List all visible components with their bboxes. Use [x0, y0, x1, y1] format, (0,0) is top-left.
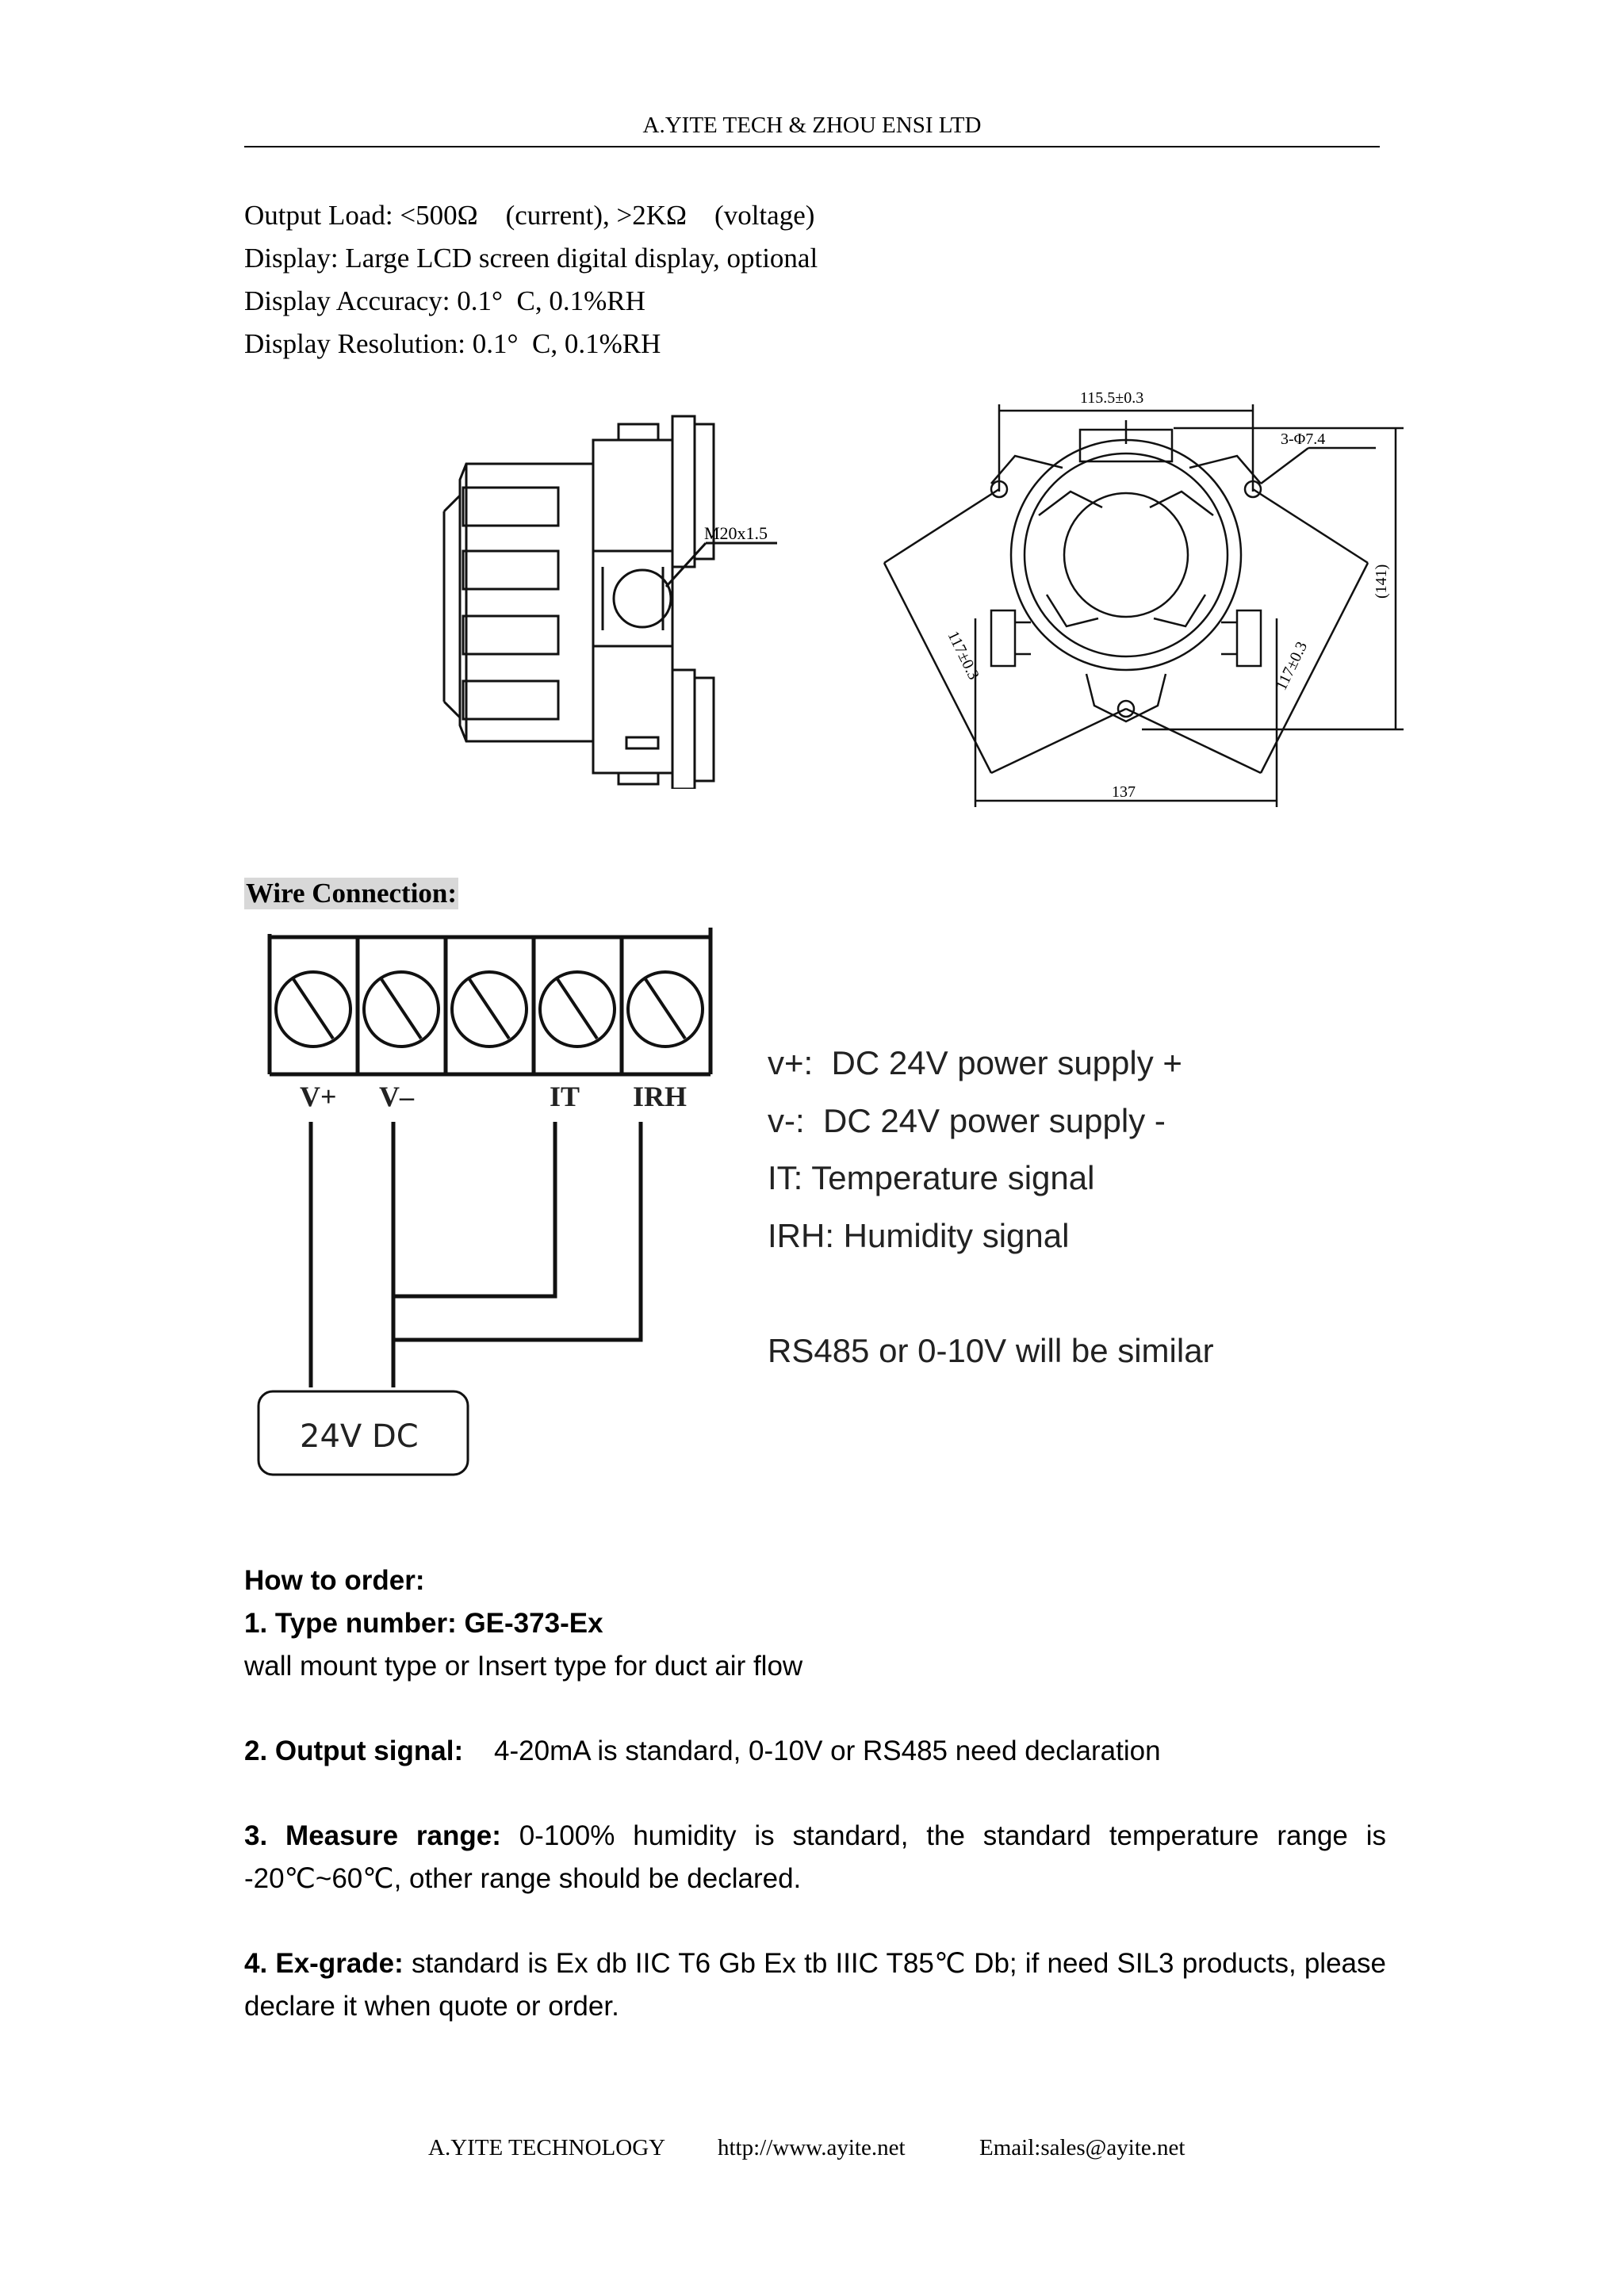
spec-output-load: Output Load: <500Ω (current), >2KΩ (voltage): [244, 200, 815, 231]
order-item3: [244, 1815, 1386, 1900]
dim-bottom-label: 137: [1112, 783, 1136, 801]
legend-note: RS485 or 0-10V will be similar: [768, 1332, 1214, 1369]
dim-top-label: 115.5±0.3: [1080, 389, 1144, 407]
order-item4-text: standard is Ex db IIC T6 Gb Ex tb IIIC T85℃ Db; if need SIL3 products, please declare it when quote or order.: [244, 1948, 1386, 2022]
terminal-label-it: IT: [550, 1081, 580, 1112]
legend-vminus: v-: DC 24V power supply -: [768, 1102, 1166, 1139]
wiring-diagram: [238, 928, 730, 1483]
legend-it: IT: Temperature signal: [768, 1159, 1095, 1196]
thread-label: M20x1.5: [704, 523, 768, 543]
order-item3-label: 3. Measure range:: [244, 1820, 501, 1851]
order-item2-label: 2. Output signal:: [244, 1735, 464, 1766]
wire-connection-title: Wire Connection:: [246, 878, 458, 909]
order-item2-text: 4-20mA is standard, 0-10V or RS485 need declaration: [494, 1735, 1161, 1766]
dim-right-label: 117±0.3: [1272, 638, 1312, 694]
order-item1-title: 1. Type number: GE-373-Ex: [244, 1608, 603, 1639]
spec-display: Display: Large LCD screen digital display, optional: [244, 243, 818, 274]
terminal-label-vminus: V–: [379, 1081, 414, 1112]
page-header: A.YITE TECH & ZHOU ENSI LTD: [642, 113, 982, 138]
header-rule: [244, 146, 1380, 147]
supply-label: 24V DC: [300, 1418, 419, 1455]
side-view-drawing: [428, 408, 801, 789]
legend-vplus: v+: DC 24V power supply +: [768, 1044, 1182, 1081]
spec-display-resolution: Display Resolution: 0.1° C, 0.1%RH: [244, 328, 661, 359]
order-item3-text: 0-100% humidity is standard, the standard temperature range is -20℃~60℃, other range should be declared.: [244, 1820, 1387, 1894]
order-item1-text: wall mount type or Insert type for duct air flow: [244, 1651, 803, 1682]
dim-height-label: (141): [1373, 564, 1390, 599]
dim-left-label: 117±0.3: [944, 628, 982, 683]
footer-website[interactable]: http://www.ayite.net: [718, 2135, 906, 2160]
order-heading: How to order:: [244, 1565, 425, 1596]
order-item4: [244, 1942, 1386, 2028]
order-item2: [244, 1730, 1386, 1773]
terminal-label-irh: IRH: [633, 1081, 688, 1112]
dim-hole-label: 3-Φ7.4: [1281, 430, 1326, 448]
spec-display-accuracy: Display Accuracy: 0.1° C, 0.1%RH: [244, 285, 645, 316]
footer-company: A.YITE TECHNOLOGY: [428, 2135, 666, 2160]
front-view-drawing: [872, 381, 1411, 809]
legend-irh: IRH: Humidity signal: [768, 1217, 1070, 1254]
terminal-label-vplus: V+: [300, 1081, 337, 1112]
order-item4-label: 4. Ex-grade:: [244, 1948, 404, 1979]
footer-email[interactable]: Email:sales@ayite.net: [979, 2135, 1185, 2160]
